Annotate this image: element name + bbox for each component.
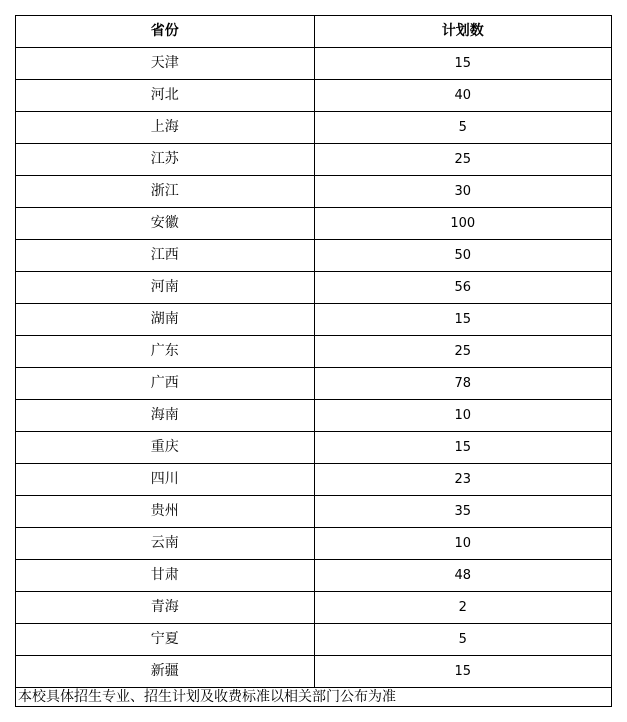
province-cell: 江苏 — [16, 144, 315, 176]
table-row — [16, 208, 612, 240]
plan-count-cell: 56 — [314, 272, 612, 304]
province-cell: 浙江 — [16, 176, 315, 208]
table-row — [16, 144, 612, 176]
province-cell: 宁夏 — [16, 624, 315, 656]
province-cell: 上海 — [16, 112, 315, 144]
plan-count-cell: 100 — [314, 208, 612, 240]
plan-count-cell: 40 — [314, 80, 612, 112]
header-plan-count: 计划数 — [314, 16, 612, 48]
table-row — [16, 624, 612, 656]
table-row — [16, 304, 612, 336]
province-cell: 安徽 — [16, 208, 315, 240]
plan-count-cell: 48 — [314, 560, 612, 592]
province-cell: 新疆 — [16, 656, 315, 688]
plan-count-cell: 78 — [314, 368, 612, 400]
plan-count-cell: 5 — [314, 624, 612, 656]
table-row — [16, 496, 612, 528]
table-row — [16, 336, 612, 368]
province-cell: 广东 — [16, 336, 315, 368]
plan-count-cell: 35 — [314, 496, 612, 528]
table-row — [16, 112, 612, 144]
plan-count-cell: 2 — [314, 592, 612, 624]
enrollment-plan-table-container — [15, 15, 612, 688]
province-cell: 青海 — [16, 592, 315, 624]
province-cell: 贵州 — [16, 496, 315, 528]
province-cell: 河北 — [16, 80, 315, 112]
plan-count-cell: 15 — [314, 48, 612, 80]
table-row — [16, 176, 612, 208]
province-cell: 海南 — [16, 400, 315, 432]
plan-count-cell: 15 — [314, 432, 612, 464]
plan-count-cell: 50 — [314, 240, 612, 272]
province-cell: 天津 — [16, 48, 315, 80]
table-row — [16, 272, 612, 304]
plan-count-cell: 30 — [314, 176, 612, 208]
table-row — [16, 368, 612, 400]
table-row — [16, 80, 612, 112]
province-cell: 江西 — [16, 240, 315, 272]
province-cell: 甘肃 — [16, 560, 315, 592]
province-cell: 重庆 — [16, 432, 315, 464]
province-cell: 云南 — [16, 528, 315, 560]
province-cell: 广西 — [16, 368, 315, 400]
footnote: 本校具体招生专业、招生计划及收费标准以相关部门公布为准 — [15, 687, 612, 707]
table-row — [16, 560, 612, 592]
table-row — [16, 528, 612, 560]
table-row — [16, 400, 612, 432]
province-cell: 河南 — [16, 272, 315, 304]
province-cell: 四川 — [16, 464, 315, 496]
plan-count-cell: 10 — [314, 400, 612, 432]
table-row — [16, 48, 612, 80]
table-row — [16, 656, 612, 688]
table-body — [16, 48, 612, 688]
table-row — [16, 592, 612, 624]
enrollment-plan-table — [15, 15, 612, 688]
plan-count-cell: 25 — [314, 144, 612, 176]
plan-count-cell: 10 — [314, 528, 612, 560]
plan-count-cell: 5 — [314, 112, 612, 144]
table-row — [16, 432, 612, 464]
plan-count-cell: 25 — [314, 336, 612, 368]
table-header-row — [16, 16, 612, 48]
plan-count-cell: 23 — [314, 464, 612, 496]
province-cell: 湖南 — [16, 304, 315, 336]
table-row — [16, 240, 612, 272]
header-province: 省份 — [16, 16, 315, 48]
table-row — [16, 464, 612, 496]
plan-count-cell: 15 — [314, 304, 612, 336]
plan-count-cell: 15 — [314, 656, 612, 688]
